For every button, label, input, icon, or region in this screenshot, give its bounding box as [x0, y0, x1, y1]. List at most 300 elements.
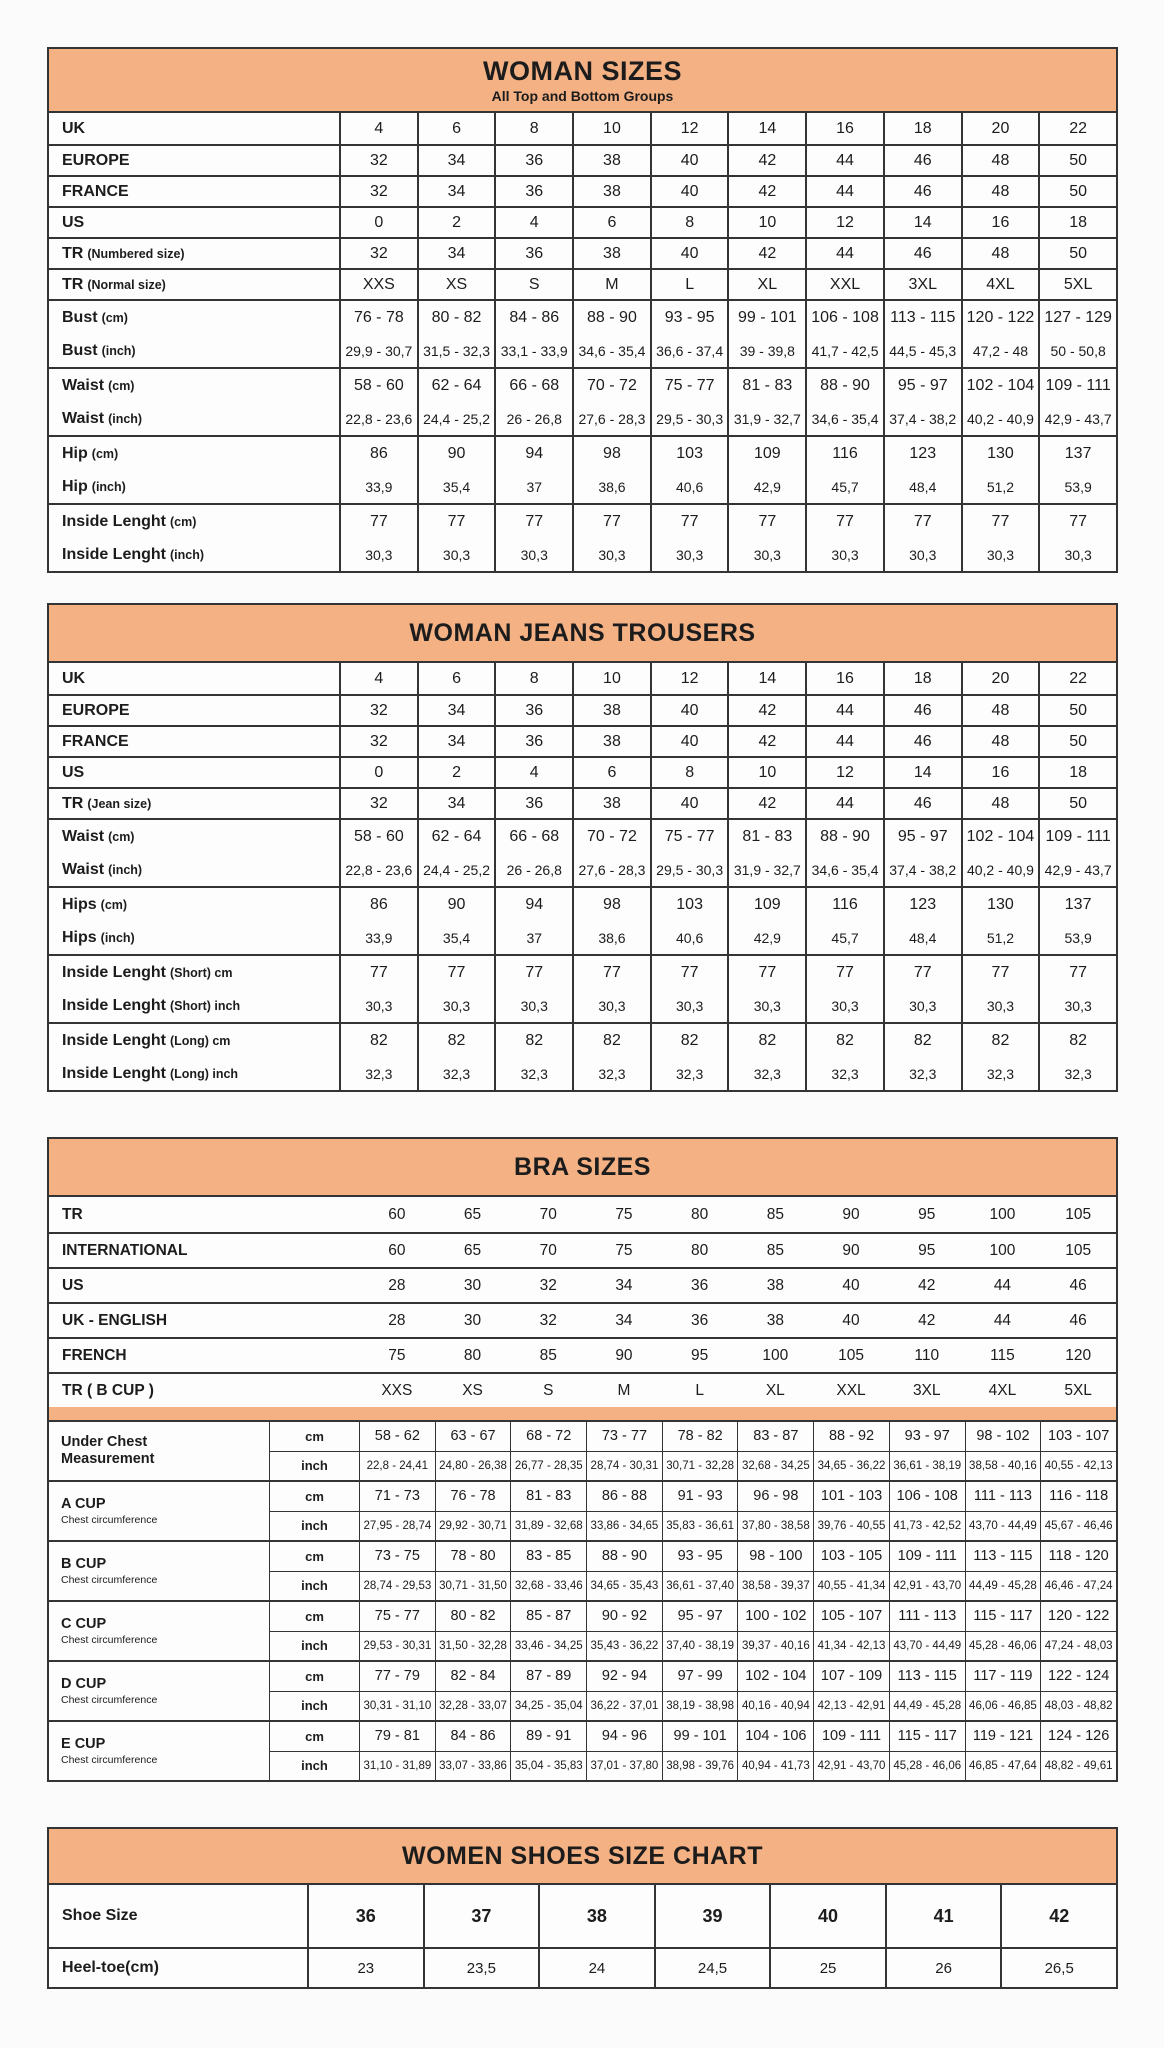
- cell-value: 113 - 115: [883, 301, 961, 334]
- cell-value: 42: [727, 239, 805, 268]
- cell-value: 58 - 62: [359, 1422, 435, 1451]
- cell-value: 42,9 - 43,7: [1038, 402, 1116, 435]
- cell-value: 82: [650, 1024, 728, 1057]
- cell-value: 14: [883, 758, 961, 787]
- cup-group: [49, 1720, 1116, 1780]
- cell-value: 8: [494, 113, 572, 144]
- cell-value: 8: [650, 208, 728, 237]
- row-label-text: Hip: [62, 477, 88, 495]
- cell-value: 80 - 82: [435, 1602, 511, 1631]
- cell-value: 58 - 60: [339, 820, 417, 853]
- cell-value: 23: [307, 1949, 423, 1987]
- cup-label-text: C CUP: [61, 1616, 107, 1633]
- cell-value: 88 - 90: [805, 369, 883, 402]
- cell-value: 30,31 - 31,10: [359, 1692, 435, 1721]
- cell-value: 116: [805, 437, 883, 470]
- cup-label-sublabel: Chest circumference: [61, 1753, 158, 1766]
- table-row: [49, 1267, 1116, 1302]
- cell-value: 33,86 - 34,65: [586, 1512, 662, 1541]
- cell-value: 96 - 98: [737, 1482, 813, 1511]
- cup-group: [49, 1600, 1116, 1660]
- cell-value: 100: [989, 1205, 1016, 1223]
- cell-value: 45,28 - 46,06: [965, 1632, 1041, 1661]
- cell-value: 6: [417, 663, 495, 694]
- cell-value: 102 - 104: [961, 820, 1039, 853]
- cell-value: 42: [727, 696, 805, 725]
- cell-value: 103: [650, 888, 728, 921]
- row-label-text: US: [62, 763, 85, 781]
- row-label-text: FRANCE: [62, 182, 129, 200]
- row-label-note: (cm): [125, 1959, 159, 1976]
- cell-value: 80: [463, 1346, 482, 1364]
- cup-value-rows: [269, 1542, 1116, 1600]
- cell-value: 3XL: [883, 270, 961, 299]
- cell-value: 36: [494, 727, 572, 756]
- row-label-text: Waist: [62, 376, 105, 394]
- row-label: [49, 1374, 359, 1407]
- cell-value: 30,3: [339, 538, 417, 571]
- spacer: [47, 1782, 1118, 1827]
- cell-value: 130: [961, 888, 1039, 921]
- cell-value: 99 - 101: [662, 1722, 738, 1751]
- cell-value: 123: [883, 888, 961, 921]
- cell-value: 43,70 - 44,49: [889, 1632, 965, 1661]
- table-row: [49, 1057, 1116, 1090]
- cell-value: 31,9 - 32,7: [727, 853, 805, 886]
- cell-value: 113 - 115: [889, 1662, 965, 1691]
- cell-value: 32: [339, 146, 417, 175]
- cell-value: 48: [961, 146, 1039, 175]
- cell-value: 95: [918, 1205, 936, 1223]
- row-label-text: FRENCH: [62, 1346, 127, 1364]
- row-label-text: Heel-toe: [62, 1959, 126, 1976]
- cell-value: 95: [918, 1241, 936, 1259]
- row-label-note: (Short) cm: [170, 965, 233, 980]
- cell-value: XXL: [836, 1381, 866, 1399]
- cell-value: 95 - 97: [662, 1602, 738, 1631]
- jeans-trousers-header: [49, 605, 1116, 663]
- row-label-text: Bust: [62, 341, 98, 359]
- cell-value: 34,6 - 35,4: [805, 402, 883, 435]
- cell-value: 35,4: [417, 921, 495, 954]
- cell-value: 42,91 - 43,70: [813, 1752, 889, 1781]
- cell-value: 101 - 103: [813, 1482, 889, 1511]
- cell-value: 99 - 101: [727, 301, 805, 334]
- cell-value: 53,9: [1038, 470, 1116, 503]
- row-label-text: EUROPE: [62, 151, 130, 169]
- cell-value: 106 - 108: [889, 1482, 965, 1511]
- woman-sizes-title: WOMAN SIZES: [483, 56, 682, 86]
- cell-value: 32,3: [494, 1057, 572, 1090]
- table-row: [49, 435, 1116, 470]
- cup-group: [49, 1420, 1116, 1480]
- cell-value: 18: [883, 663, 961, 694]
- unit-label-inch: inch: [269, 1692, 359, 1721]
- cell-value: 94: [494, 888, 572, 921]
- table-row: [49, 1885, 1116, 1947]
- row-label: [49, 696, 339, 725]
- cell-value: 41,34 - 42,13: [813, 1632, 889, 1661]
- cell-value: 30,3: [961, 989, 1039, 1022]
- cell-value: 5XL: [1038, 270, 1116, 299]
- cup-value-rows: [269, 1722, 1116, 1780]
- cell-value: 75 - 77: [650, 369, 728, 402]
- cell-value: 40,2 - 40,9: [961, 853, 1039, 886]
- cell-value: 12: [650, 663, 728, 694]
- row-label-text: INTERNATIONAL: [62, 1241, 188, 1259]
- cell-value: 38: [572, 789, 650, 818]
- cell-value: 77: [1038, 505, 1116, 538]
- row-label: [49, 208, 339, 237]
- cell-value: 28: [388, 1311, 406, 1329]
- cell-value: 22,8 - 23,6: [339, 853, 417, 886]
- cell-value: 34: [417, 696, 495, 725]
- cell-value: 36: [691, 1276, 709, 1294]
- cell-value: XS: [462, 1381, 483, 1399]
- cup-group: [49, 1660, 1116, 1720]
- cell-value: 41: [885, 1885, 1001, 1947]
- table-row: [49, 886, 1116, 921]
- row-label: [49, 538, 339, 571]
- cell-value: 36: [494, 146, 572, 175]
- cell-value: 98 - 102: [965, 1422, 1041, 1451]
- shoes-size-table: [47, 1827, 1118, 1989]
- row-label: [49, 1885, 307, 1947]
- row-label-note: (inch): [91, 479, 126, 494]
- cup-label-sublabel: Chest circumference: [61, 1513, 158, 1526]
- cell-value: 47,24 - 48,03: [1040, 1632, 1116, 1661]
- cell-value: 40: [650, 146, 728, 175]
- cell-value: M: [617, 1381, 631, 1399]
- cell-value: 35,43 - 36,22: [586, 1632, 662, 1661]
- unit-label-inch: inch: [269, 1452, 359, 1481]
- cell-value: 111 - 113: [889, 1602, 965, 1631]
- cell-value: 37,4 - 38,2: [883, 853, 961, 886]
- row-label-text: Hip: [62, 444, 88, 462]
- cell-value: 32,3: [1038, 1057, 1116, 1090]
- row-label-note: (inch): [170, 547, 205, 562]
- row-label: [49, 270, 339, 299]
- cell-value: 30,3: [339, 989, 417, 1022]
- row-label-note: (inch): [101, 343, 136, 358]
- cell-value: 42,9 - 43,7: [1038, 853, 1116, 886]
- cell-value: 30: [463, 1311, 482, 1329]
- cup-label-text: Under Chest Measurement: [61, 1434, 155, 1467]
- cell-value: 31,50 - 32,28: [435, 1632, 511, 1661]
- cell-value: 122 - 124: [1040, 1662, 1116, 1691]
- cell-value: 88 - 90: [586, 1542, 662, 1571]
- cell-value: 14: [727, 663, 805, 694]
- table-row: [49, 818, 1116, 853]
- cell-value: 120 - 122: [1040, 1602, 1116, 1631]
- cell-value: 42,91 - 43,70: [889, 1572, 965, 1601]
- cell-value: 105: [1065, 1205, 1092, 1223]
- cell-value: 47,2 - 48: [961, 334, 1039, 367]
- cell-value: 77: [339, 956, 417, 989]
- cell-value: 84 - 86: [494, 301, 572, 334]
- cell-value: 37,80 - 38,58: [737, 1512, 813, 1541]
- cell-value: 32: [339, 727, 417, 756]
- cell-value: 62 - 64: [417, 369, 495, 402]
- cell-value: 77: [417, 956, 495, 989]
- cell-value: 77: [650, 505, 728, 538]
- cell-value: 23,5: [423, 1949, 539, 1987]
- cell-value: 109 - 111: [1038, 820, 1116, 853]
- cell-value: 18: [1038, 208, 1116, 237]
- row-label-text: Hips: [62, 928, 97, 946]
- cell-value: 40: [650, 177, 728, 206]
- cell-value: 38: [572, 239, 650, 268]
- cell-value: 109 - 111: [1038, 369, 1116, 402]
- row-label-text: US: [62, 1276, 84, 1294]
- cell-value: 34,65 - 35,43: [586, 1572, 662, 1601]
- cell-value: 36: [494, 177, 572, 206]
- cell-value: 90: [417, 437, 495, 470]
- cell-value: 109 - 111: [889, 1542, 965, 1571]
- row-label: [49, 177, 339, 206]
- cell-value: 26 - 26,8: [494, 853, 572, 886]
- unit-label-cm: cm: [269, 1662, 359, 1691]
- cell-value: 30,3: [883, 538, 961, 571]
- cell-value: 40,55 - 42,13: [1040, 1452, 1116, 1481]
- cell-value: 36,6 - 37,4: [650, 334, 728, 367]
- cell-value: 79 - 81: [359, 1722, 435, 1751]
- jeans-trousers-title: WOMAN JEANS TROUSERS: [409, 618, 756, 647]
- cell-value: 77: [417, 505, 495, 538]
- cell-value: 82: [417, 1024, 495, 1057]
- cup-label-sublabel: Chest circumference: [61, 1633, 158, 1646]
- unit-label-inch: inch: [269, 1752, 359, 1781]
- spacer: [47, 1092, 1118, 1137]
- cell-value: 48: [961, 696, 1039, 725]
- cell-value: 38: [538, 1885, 654, 1947]
- cell-value: 80: [691, 1241, 709, 1259]
- cell-value: 26,77 - 28,35: [510, 1452, 586, 1481]
- cell-value: 24,80 - 26,38: [435, 1452, 511, 1481]
- cell-value: 93 - 95: [662, 1542, 738, 1571]
- row-label-text: UK: [62, 669, 86, 687]
- cell-value: 88 - 90: [572, 301, 650, 334]
- cell-value: 105: [1065, 1241, 1092, 1259]
- row-label-note: (inch): [100, 930, 135, 945]
- table-row: [49, 663, 1116, 694]
- cell-value: 30,3: [572, 538, 650, 571]
- cell-value: 22: [1038, 113, 1116, 144]
- table-row: [49, 538, 1116, 571]
- cell-value: 22,8 - 24,41: [359, 1452, 435, 1481]
- cell-value: 90: [842, 1205, 860, 1223]
- cell-value: 30,3: [727, 989, 805, 1022]
- cup-label-sublabel: Chest circumference: [61, 1573, 158, 1586]
- cup-inch-row: [269, 1691, 1116, 1721]
- cell-value: 32,3: [572, 1057, 650, 1090]
- cell-value: 36: [494, 696, 572, 725]
- cell-value: 50: [1038, 696, 1116, 725]
- cell-value: 123: [883, 437, 961, 470]
- cell-value: 42,9: [727, 470, 805, 503]
- cell-value: 24,4 - 25,2: [417, 402, 495, 435]
- row-label-text: TR ( B CUP ): [62, 1381, 154, 1399]
- row-label-text: TR: [62, 1205, 83, 1223]
- cell-value: 34: [417, 789, 495, 818]
- cell-value: 65: [463, 1205, 482, 1223]
- cell-value: 50: [1038, 789, 1116, 818]
- cell-value: 42,9: [727, 921, 805, 954]
- cell-value: 51,2: [961, 921, 1039, 954]
- row-label-text: Inside Lenght: [62, 996, 166, 1014]
- cell-value: 110: [914, 1346, 940, 1364]
- row-label: [49, 437, 339, 470]
- cell-value: 94: [494, 437, 572, 470]
- cell-value: 12: [805, 758, 883, 787]
- cell-value: 95 - 97: [883, 820, 961, 853]
- cell-value: 8: [650, 758, 728, 787]
- shoes-size-title: WOMEN SHOES SIZE CHART: [401, 1841, 763, 1870]
- cell-value: 100: [762, 1346, 789, 1364]
- cell-value: 29,9 - 30,7: [339, 334, 417, 367]
- cell-value: 86: [339, 888, 417, 921]
- cell-value: 28: [388, 1276, 406, 1294]
- cell-value: 98 - 100: [737, 1542, 813, 1571]
- cup-inch-row: [269, 1631, 1116, 1661]
- cell-value: 77: [961, 505, 1039, 538]
- jeans-trousers-rows: [49, 663, 1116, 1090]
- table-row: [49, 725, 1116, 756]
- cell-value: 34,6 - 35,4: [572, 334, 650, 367]
- cell-value: 66 - 68: [494, 369, 572, 402]
- cell-value: 82: [1038, 1024, 1116, 1057]
- cell-value: 45,28 - 46,06: [889, 1752, 965, 1781]
- cell-value: 31,89 - 32,68: [510, 1512, 586, 1541]
- cell-value: 40,2 - 40,9: [961, 402, 1039, 435]
- row-label: [49, 505, 339, 538]
- cell-value: 34,6 - 35,4: [805, 853, 883, 886]
- cell-value: 38,19 - 38,98: [662, 1692, 738, 1721]
- cup-inch-row: [269, 1751, 1116, 1781]
- table-row: [49, 853, 1116, 886]
- cell-value: 34: [417, 146, 495, 175]
- cell-value: 77: [572, 956, 650, 989]
- cell-value: 44: [805, 177, 883, 206]
- cell-value: XXL: [805, 270, 883, 299]
- row-label-note: (Short) inch: [170, 998, 241, 1013]
- cell-value: 85: [766, 1241, 784, 1259]
- table-row: [49, 144, 1116, 175]
- cup-label: [49, 1482, 269, 1540]
- row-label-text: Shoe Size: [62, 1907, 138, 1924]
- cell-value: 37,01 - 37,80: [586, 1752, 662, 1781]
- cup-cm-row: [269, 1662, 1116, 1691]
- cell-value: 30,3: [417, 989, 495, 1022]
- cell-value: 44: [805, 239, 883, 268]
- table-row: [49, 268, 1116, 299]
- cell-value: 28,74 - 29,53: [359, 1572, 435, 1601]
- row-label-text: Waist: [62, 409, 105, 427]
- cell-value: 30,3: [883, 989, 961, 1022]
- cell-value: 40,94 - 41,73: [737, 1752, 813, 1781]
- cell-value: 24,4 - 25,2: [417, 853, 495, 886]
- table-row: [49, 694, 1116, 725]
- cell-value: 22,8 - 23,6: [339, 402, 417, 435]
- cell-value: 30,3: [727, 538, 805, 571]
- cell-value: 127 - 129: [1038, 301, 1116, 334]
- row-label-text: US: [62, 213, 85, 231]
- cell-value: 77: [883, 956, 961, 989]
- cell-value: 46: [1069, 1311, 1087, 1329]
- cell-value: 44,49 - 45,28: [965, 1572, 1041, 1601]
- bra-sizes-rows: [49, 1197, 1116, 1407]
- cell-value: 10: [572, 663, 650, 694]
- cell-value: 48,4: [883, 470, 961, 503]
- row-label: [49, 470, 339, 503]
- row-label-text: Waist: [62, 827, 105, 845]
- cell-value: 12: [805, 208, 883, 237]
- cell-value: 32: [339, 789, 417, 818]
- row-label-note: (inch): [108, 862, 143, 877]
- cell-value: 116: [805, 888, 883, 921]
- cell-value: 109 - 111: [813, 1722, 889, 1751]
- cup-cm-row: [269, 1542, 1116, 1571]
- cell-value: 90: [615, 1346, 633, 1364]
- cell-value: 113 - 115: [965, 1542, 1041, 1571]
- cell-value: 73 - 75: [359, 1542, 435, 1571]
- cell-value: 115: [990, 1346, 1015, 1364]
- cell-value: 36,61 - 37,40: [662, 1572, 738, 1601]
- table-row: [49, 367, 1116, 402]
- cell-value: S: [543, 1381, 554, 1399]
- woman-sizes-rows: [49, 113, 1116, 571]
- cell-value: 45,67 - 46,46: [1040, 1512, 1116, 1541]
- cell-value: 58 - 60: [339, 369, 417, 402]
- cell-value: 3XL: [912, 1381, 941, 1399]
- woman-sizes-header: [49, 49, 1116, 113]
- cell-value: 78 - 80: [435, 1542, 511, 1571]
- cell-value: 4: [494, 758, 572, 787]
- cell-value: XXS: [339, 270, 417, 299]
- cell-value: 32: [339, 177, 417, 206]
- cell-value: 44: [805, 789, 883, 818]
- cell-value: 30,3: [572, 989, 650, 1022]
- cell-value: 84 - 86: [435, 1722, 511, 1751]
- cell-value: 40: [650, 789, 728, 818]
- cup-inch-row: [269, 1451, 1116, 1481]
- cell-value: 45,7: [805, 470, 883, 503]
- cell-value: 82: [339, 1024, 417, 1057]
- cell-value: 73 - 77: [586, 1422, 662, 1451]
- cell-value: 93 - 95: [650, 301, 728, 334]
- cell-value: 75 - 77: [359, 1602, 435, 1631]
- cell-value: 75: [615, 1241, 633, 1259]
- cell-value: 77: [650, 956, 728, 989]
- cell-value: 82: [805, 1024, 883, 1057]
- row-label: [49, 989, 339, 1022]
- row-label: [49, 956, 339, 989]
- cell-value: 32,3: [883, 1057, 961, 1090]
- cell-value: 38: [766, 1276, 784, 1294]
- row-label-note: (cm): [108, 378, 135, 393]
- cell-value: 41,73 - 42,52: [889, 1512, 965, 1541]
- cell-value: 46: [883, 727, 961, 756]
- cell-value: 91 - 93: [662, 1482, 738, 1511]
- cell-value: 38,58 - 39,37: [737, 1572, 813, 1601]
- cell-value: 32,3: [650, 1057, 728, 1090]
- cell-value: 30,71 - 32,28: [662, 1452, 738, 1481]
- cell-value: 4: [339, 663, 417, 694]
- cell-value: 37: [494, 470, 572, 503]
- cell-value: 82: [961, 1024, 1039, 1057]
- cell-value: 35,83 - 36,61: [662, 1512, 738, 1541]
- cell-value: 46: [883, 696, 961, 725]
